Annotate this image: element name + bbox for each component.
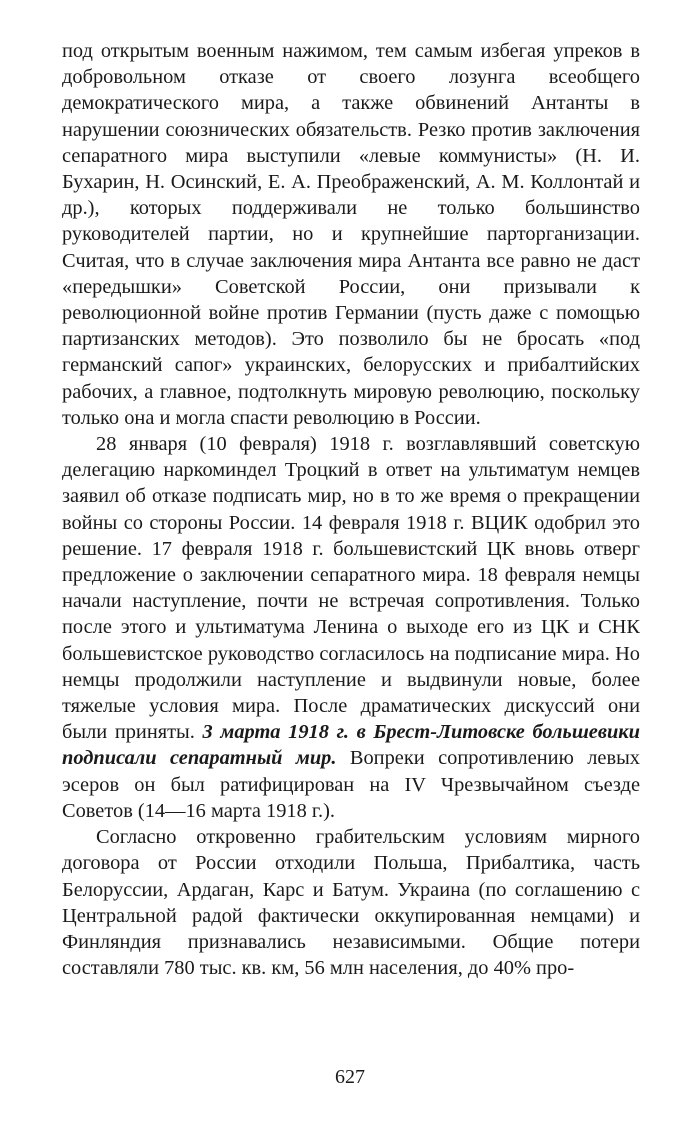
- paragraph-2-start: 28 января (10 февраля) 1918 г. возглавлявший советскую делегацию наркоминдел Троцкий в ответ на ультиматум немцев заявил об отказе подписать мир, но в то же время о прекращении войны со стороны России. 14 февраля 1918 г. ВЦИК одобрил это решение. 17 февраля 1918 г. большевистский ЦК вновь отверг предложение о заключении сепаратного мира. 18 февраля немцы начали наступление, почти не встречая сопротивления. Только после этого и ультиматума Ленина о выходе его из ЦК и СНК большевистское руководство согласилось на подписание мира. Но немцы продолжили наступление и выдвинули новые, более тяжелые условия мира. После драматических дискуссий они были приняты.: [62, 433, 640, 744]
- paragraph-2-emphasis: 3 марта 1918 г. в Брест-Литовске большевики подписали сепаратный мир.: [62, 721, 640, 770]
- paragraph-1: под открытым военным нажимом, тем самым избегая упреков в добровольном отказе от своего лозунга всеобщего демократического мира, а также обвинений Антанты в нарушении союзнических обязательств. Резко против заключения сепаратного мира выступили «левые коммунисты» (Н. И. Бухарин, Н. Осинский, Е. А. Преображенский, А. М. Коллонтай и др.), которых поддерживали не только большинство руководителей партии, но и крупнейшие парторганизации. Считая, что в случае заключения мира Антанта все равно не даст «передышки» Советской России, они призывали к революционной войне против Германии (пусть даже с помощью партизанских методов). Это позволило бы не бросать «под германский сапог» украинских, белорусских и прибалтийских рабочих, а главное, подтолкнуть мировую революцию, поскольку только она и могла спасти революцию в России.: [62, 40, 640, 429]
- paragraph-2: [62, 431, 640, 824]
- page-number: 627: [335, 1066, 365, 1088]
- paragraph-3: Согласно откровенно грабительским условиям мирного договора от России отходили Польша, Прибалтика, часть Белоруссии, Ардаган, Карс и Батум. Украина (по соглашению с Центральной радой фактически оккупированная немцами) и Финляндия признавались независимыми. Общие потери составляли 780 тыс. кв. км, 56 млн населения, до 40% про-: [62, 826, 640, 980]
- paragraph-2-end: Вопреки сопротивлению левых эсеров он был ратифицирован на IV Чрезвычайном съезде Советов (14—16 марта 1918 г.).: [62, 747, 641, 822]
- page-body: [62, 38, 640, 981]
